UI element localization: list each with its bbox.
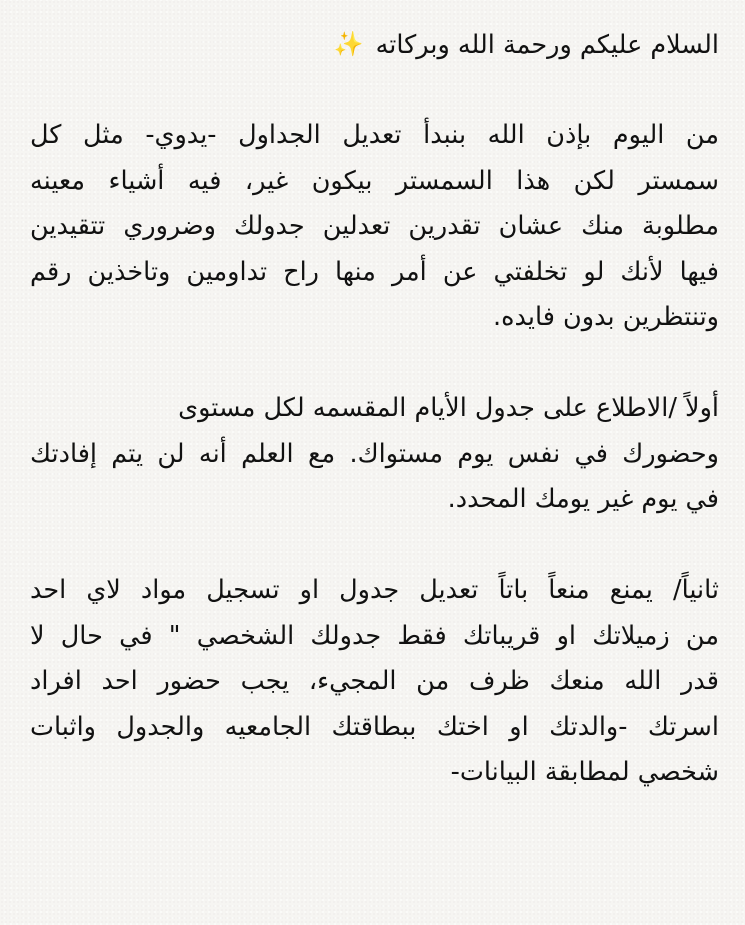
paragraph-gap [30, 68, 719, 114]
paragraph-gap [30, 523, 719, 569]
paragraph3-line-4: اسرتك -والدتك او اختك ببطاقتك الجامعيه والجدول واثبات [30, 711, 719, 742]
paragraph3-line-1: ثانياً/ يمنع منعاً باتاً تعديل جدول او تسجيل مواد لاي احد [30, 575, 719, 605]
sparkles-icon: ✨ [333, 30, 364, 58]
paragraph1-line-1: من اليوم بإذن الله بنبدأ تعديل الجداول -يدوي- مثل كل [30, 120, 719, 150]
paragraph-gap [30, 341, 719, 387]
paragraph1-line-5: وتنتظرين بدون فايده. [493, 302, 719, 332]
greeting-text: السلام عليكم ورحمة الله وبركاته [375, 30, 719, 60]
paragraph1-line-2: سمستر لكن هذا السمستر بيكون غير، فيه أشياء معينه [30, 165, 719, 196]
greeting-line [30, 22, 719, 68]
paragraph2-line-2: وحضورك في نفس يوم مستواك. مع العلم أنه لن يتم إفادتك [30, 438, 719, 469]
paragraph1-line-3: مطلوبة منك عشان تقدرين تعدلين جدولك وضروري تتقيدين [30, 211, 719, 241]
paragraph3-line-2: من زميلاتك او قريباتك فقط جدولك الشخصي " في حال لا [30, 620, 719, 651]
paragraph2-line-1: أولاً /الاطلاع على جدول الأيام المقسمه لكل مستوى [178, 393, 719, 423]
paragraph1-line-4: فيها لأنك لو تخلفتي عن أمر منها راح تداومين وتاخذين رقم [30, 256, 719, 287]
paragraph2-line-3: في يوم غير يومك المحدد. [447, 484, 719, 514]
paragraph3-line-3: قدر الله منعك ظرف من المجيء، يجب حضور احد افراد [30, 666, 719, 696]
paragraph3-line-5: شخصي لمطابقة البيانات- [450, 757, 719, 787]
